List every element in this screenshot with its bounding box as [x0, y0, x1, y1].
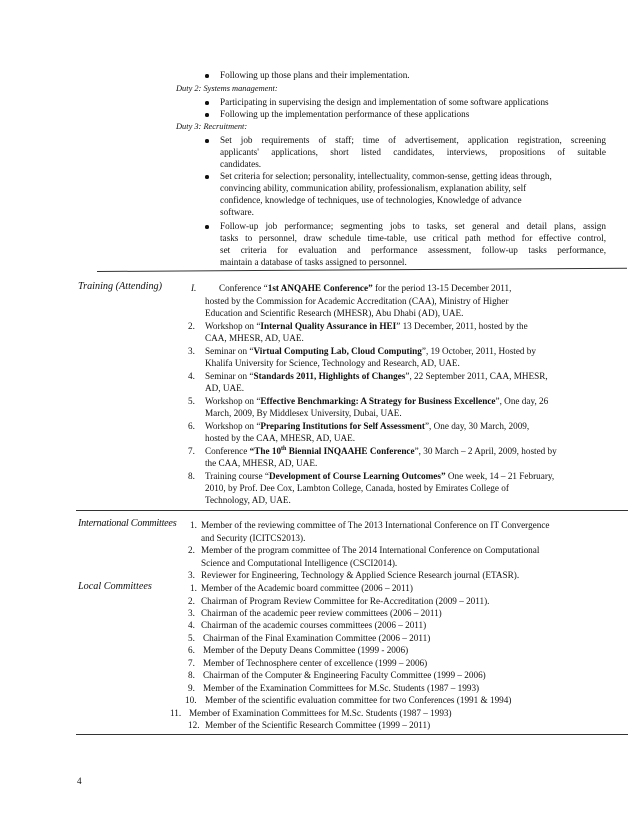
- international-committees-label: International Committees: [78, 518, 177, 529]
- duty3-label: Duty 3: Recruitment:: [176, 122, 248, 131]
- international-committee-line: and Security (ICITCS2013).: [201, 533, 306, 543]
- bullet-icon: [205, 139, 209, 143]
- local-committee-item: Chairman of the academic peer review committees (2006 – 2011): [201, 608, 442, 618]
- duty3-item3-line: set criteria for evaluation and performance assessment, follow-up tasks performance,: [220, 245, 606, 255]
- training-item-line: CAA, MHESR, AD, UAE.: [205, 333, 304, 343]
- committee-number: 1.: [190, 520, 197, 530]
- training-item-line: Education and Scientific Research (MHESR), Abu Dhabi (AD), UAE.: [205, 308, 464, 318]
- training-item-line: March, 2009, By Middlesex University, Dubai, UAE.: [205, 408, 402, 418]
- duty3-item3-line: maintain a database of tasks assigned to personnel.: [220, 257, 407, 267]
- training-item: Training course “Development of Course Learning Outcomes” One week, 14 – 21 February,: [205, 471, 555, 481]
- duty2-label: Duty 2: Systems management:: [176, 84, 278, 93]
- bullet-icon: [205, 113, 209, 117]
- duty1-bullet-text: Following up those plans and their implementation.: [220, 70, 410, 80]
- committee-number: 2.: [188, 545, 195, 555]
- international-committee-item: Member of the program committee of The 2014 International Conference on Computational: [201, 545, 540, 555]
- local-committee-item: Chairman of the academic courses committees (2006 – 2011): [201, 620, 427, 630]
- duty3-item1-line: applicants' applications, short listed candidates, interviews, propositions of suitable: [220, 147, 606, 157]
- committee-number: 10.: [185, 695, 197, 705]
- local-committee-item: Member of Technosphere center of excellence (1999 – 2006): [203, 658, 428, 668]
- duty3-item2-line: confidence, knowledge of techniques, use of technologies, Knowledge of advance: [220, 195, 522, 205]
- section-divider: [97, 268, 627, 272]
- training-item-line: Technology, AD, UAE.: [205, 495, 291, 505]
- training-item-number: 7.: [188, 446, 195, 456]
- training-item-number: 5.: [188, 396, 195, 406]
- duty2-item: Following up the implementation performance of these applications: [220, 109, 470, 119]
- committee-number: 2.: [188, 596, 195, 606]
- local-committee-item: Member of the Deputy Deans Committee (1999 - 2006): [203, 645, 409, 655]
- training-item-number: 2.: [188, 321, 195, 331]
- committee-number: 4.: [188, 620, 195, 630]
- duty2-item: Participating in supervising the design and implementation of some software applications: [220, 97, 549, 107]
- bullet-icon: [205, 101, 209, 105]
- local-committee-item: Chairman of Program Review Committee for Re-Accreditation (2009 – 2011).: [201, 596, 490, 606]
- bullet-icon: [205, 74, 209, 78]
- training-item-line: 2010, by Prof. Dee Cox, Lambton College, Canada, hosted by Emirates College of: [205, 483, 509, 493]
- committee-number: 7.: [188, 658, 195, 668]
- local-committee-item: Chairman of the Final Examination Committee (2006 – 2011): [203, 633, 431, 643]
- duty3-item2-line: software.: [220, 207, 254, 217]
- international-committee-item: Member of the reviewing committee of The 2013 International Conference on IT Convergence: [201, 520, 550, 530]
- training-item: Conference “The 10th Biennial INQAAHE Conference”, 30 March – 2 April, 2009, hosted by: [205, 445, 557, 456]
- committee-number: 9.: [188, 683, 195, 693]
- training-item-number: 3.: [188, 346, 195, 356]
- training-item: Workshop on “Preparing Institutions for Self Assessment”, One day, 30 March, 2009,: [205, 421, 530, 431]
- training-item: Workshop on “Effective Benchmarking: A Strategy for Business Excellence”, One day, 26: [205, 396, 549, 406]
- local-committee-item: Member of the Scientific Research Committee (1999 – 2011): [205, 720, 431, 730]
- training-item-number: 8.: [188, 471, 195, 481]
- local-committee-item: Member of the Examination Committees for M.Sc. Students (1987 – 1993): [203, 683, 480, 693]
- local-committee-item: Member of Examination Committees for M.Sc. Students (1987 – 1993): [189, 708, 452, 718]
- training-item: Conference “1st ANQAHE Conference” for the period 13-15 December 2011,: [219, 283, 512, 293]
- training-item-line: Khalifa University for Science, Technology and Research, AD, UAE.: [205, 358, 460, 368]
- training-item-line: AD, UAE.: [205, 383, 245, 393]
- committee-number: 12.: [188, 720, 200, 730]
- international-committee-line: Science and Computational Intelligence (CSCI2014).: [201, 558, 398, 568]
- training-section-label: Training (Attending): [78, 281, 163, 292]
- training-item-number: 4.: [188, 371, 195, 381]
- training-item: Seminar on “Virtual Computing Lab, Cloud Computing”, 19 October, 2011, Hosted by: [205, 346, 536, 356]
- section-divider: [76, 510, 628, 511]
- committee-number: 1.: [190, 583, 197, 593]
- training-item: Seminar on “Standards 2011, Highlights of Changes”, 22 September 2011, CAA, MHESR,: [205, 371, 548, 381]
- local-committee-item: Member of the scientific evaluation committee for two Conferences (1991 & 1994): [205, 695, 512, 705]
- international-committee-item: Reviewer for Engineering, Technology & Applied Science Research journal (ETASR).: [201, 570, 520, 580]
- duty3-item3-line: Follow-up job performance; segmenting jobs to tasks, set general and detail plans, assign: [220, 221, 606, 231]
- duty3-item1-line: candidates.: [220, 159, 262, 169]
- committee-number: 3.: [188, 608, 195, 618]
- duty3-item3-line: tasks to personnel, draw schedule time-table, use critical path method for effective control,: [220, 233, 606, 243]
- committee-number: 6.: [188, 645, 195, 655]
- training-item-line: hosted by the Commission for Academic Accreditation (CAA), Ministry of Higher: [205, 296, 509, 306]
- committee-number: 8.: [188, 670, 195, 680]
- page-number: 4: [77, 776, 82, 786]
- training-item: Workshop on “Internal Quality Assurance in HEI” 13 December, 2011, hosted by the: [205, 321, 528, 331]
- duty3-item2-line: Set criteria for selection; personality, intellectuality, common-sense, getting ideas through,: [220, 171, 552, 181]
- committee-number: 3.: [188, 570, 195, 580]
- section-divider: [76, 734, 628, 735]
- local-committees-label: Local Committees: [78, 581, 152, 592]
- local-committee-item: Member of the Academic board committee (2006 – 2011): [201, 583, 413, 593]
- duty3-item1-line: Set job requirements of staff; time of advertisement, application registration, screening: [220, 135, 606, 145]
- committee-number: 11.: [170, 708, 182, 718]
- committee-number: 5.: [188, 633, 195, 643]
- duty3-item2-line: convincing ability, communication ability, professionalism, explanation ability, self: [220, 183, 527, 193]
- training-item-number: 6.: [188, 421, 195, 431]
- local-committee-item: Chairman of the Computer & Engineering Faculty Committee (1999 – 2006): [203, 670, 486, 680]
- training-item-line: the CAA, MHESR, AD, UAE.: [205, 458, 318, 468]
- bullet-icon: [205, 175, 209, 179]
- bullet-icon: [205, 225, 209, 229]
- training-item-line: hosted by the CAA, MHESR, AD, UAE.: [205, 433, 356, 443]
- training-item-number: I.: [191, 283, 197, 293]
